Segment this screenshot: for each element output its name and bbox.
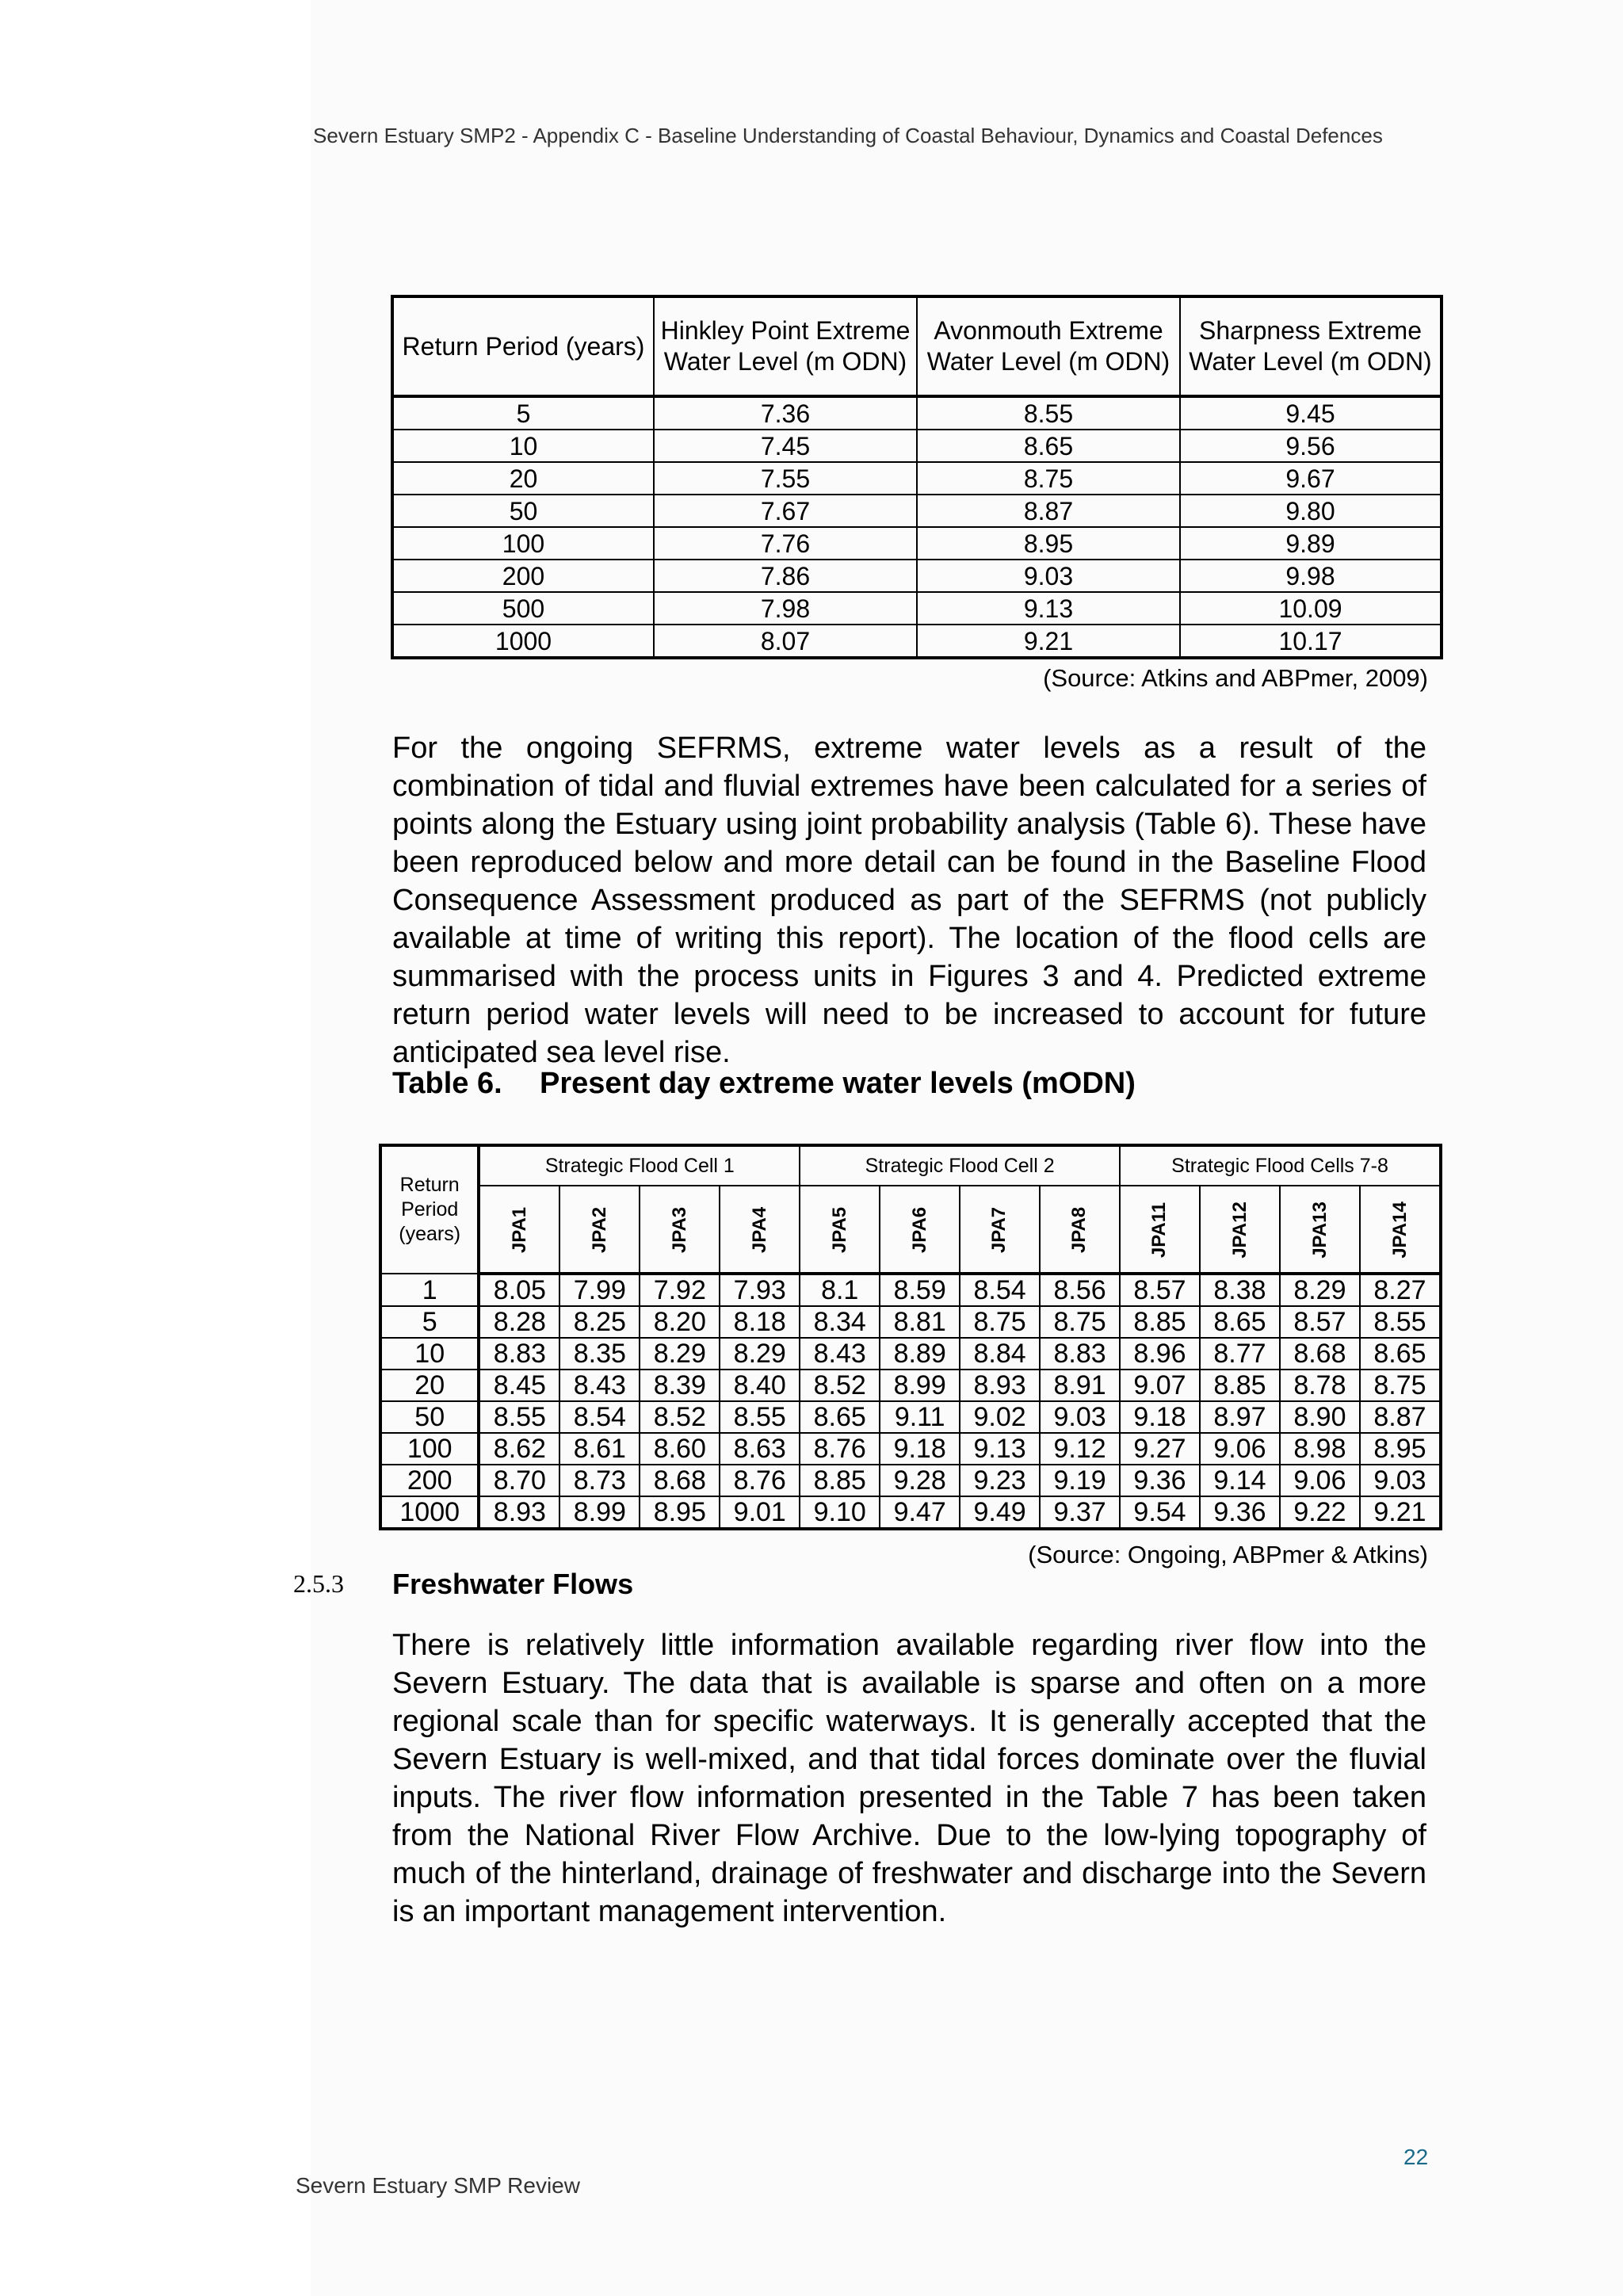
table6-column-label: JPA2	[588, 1206, 610, 1253]
table6-return-period-cell: 200	[380, 1465, 479, 1496]
table6-column-jpa4	[720, 1186, 800, 1274]
table1-value-cell: 7.98	[654, 592, 917, 625]
table1-value-cell: 9.89	[1180, 527, 1442, 560]
table6-column-label: JPA14	[1388, 1201, 1411, 1259]
table6-column-label: JPA5	[828, 1206, 850, 1253]
table6-column-label: JPA7	[988, 1206, 1010, 1253]
table6-value-cell: 9.36	[1200, 1496, 1280, 1529]
table6-value-cell: 8.28	[479, 1306, 559, 1338]
table1-return-period-cell: 500	[392, 592, 654, 625]
table6-value-cell: 8.89	[880, 1338, 960, 1370]
table6-value-cell: 8.85	[1200, 1370, 1280, 1401]
table1-value-cell: 9.45	[1180, 396, 1442, 430]
table6-value-cell: 8.98	[1280, 1433, 1360, 1465]
table1-row	[392, 625, 1442, 658]
table6-value-cell: 9.12	[1040, 1433, 1120, 1465]
table1-value-cell: 8.07	[654, 625, 917, 658]
table6-value-cell: 9.27	[1120, 1433, 1200, 1465]
table6-value-cell: 8.52	[800, 1370, 880, 1401]
table6-value-cell: 8.34	[800, 1306, 880, 1338]
table6-value-cell: 8.1	[800, 1274, 880, 1306]
table1-value-cell: 9.56	[1180, 430, 1442, 462]
table6-value-cell: 8.76	[720, 1465, 800, 1496]
table6-column-jpa14	[1360, 1186, 1441, 1274]
table6-value-cell: 8.60	[640, 1433, 720, 1465]
table6-column-jpa11	[1120, 1186, 1200, 1274]
table6-value-cell: 9.21	[1360, 1496, 1441, 1529]
table6-value-cell: 8.61	[559, 1433, 640, 1465]
table1-value-cell: 7.86	[654, 560, 917, 592]
section-number: 2.5.3	[293, 1569, 344, 1598]
table1-value-cell: 7.67	[654, 495, 917, 527]
table6-value-cell: 8.18	[720, 1306, 800, 1338]
table6-value-cell: 8.57	[1280, 1306, 1360, 1338]
table6-value-cell: 8.55	[1360, 1306, 1441, 1338]
table6-column-jpa5	[800, 1186, 880, 1274]
table1-value-cell: 8.55	[917, 396, 1180, 430]
table6-value-cell: 8.93	[960, 1370, 1040, 1401]
table6-caption-title: Present day extreme water levels (mODN)	[540, 1067, 1136, 1100]
table1-source: (Source: Atkins and ABPmer, 2009)	[1043, 664, 1428, 692]
table6-value-cell: 9.10	[800, 1496, 880, 1529]
table6-value-cell: 8.52	[640, 1401, 720, 1433]
table6-return-period-cell: 20	[380, 1370, 479, 1401]
table6-value-cell: 7.99	[559, 1274, 640, 1306]
table6-value-cell: 8.87	[1360, 1401, 1441, 1433]
table6-value-cell: 8.93	[479, 1496, 559, 1529]
section-title: Freshwater Flows	[392, 1568, 634, 1600]
table6-value-cell: 8.59	[880, 1274, 960, 1306]
table6-row	[380, 1496, 1441, 1529]
table6-value-cell: 8.83	[1040, 1338, 1120, 1370]
table6-header-return-period: Return Period (years)	[380, 1145, 479, 1274]
table1-value-cell: 7.45	[654, 430, 917, 462]
table6-return-period-cell: 50	[380, 1401, 479, 1433]
table6-value-cell: 8.40	[720, 1370, 800, 1401]
table6-value-cell: 9.47	[880, 1496, 960, 1529]
table6-value-cell: 8.73	[559, 1465, 640, 1496]
paragraph-sefrms: For the ongoing SEFRMS, extreme water levels as a result of the combination of tidal and fluvial extremes have been calculated for a series of points along the Estuary using joint probability analysis (Table 6). These have been reproduced below and more detail can be found in the Baseline Flood Consequence Assessment produced as part of the SEFRMS (not publicly available at time of writing this report). The location of the flood cells are summarised with the process units in Figures 3 and 4. Predicted extreme return period water levels will need to be increased to account for future anticipated sea level rise.	[392, 732, 1426, 1069]
page-number: 22	[1403, 2145, 1429, 2169]
table1-return-period-cell: 20	[392, 462, 654, 495]
table6-value-cell: 8.84	[960, 1338, 1040, 1370]
table1-return-period-cell: 10	[392, 430, 654, 462]
table1-value-cell: 10.17	[1180, 625, 1442, 658]
table6-value-cell: 9.19	[1040, 1465, 1120, 1496]
table6-value-cell: 8.70	[479, 1465, 559, 1496]
table6-value-cell: 8.81	[880, 1306, 960, 1338]
present-day-extreme-water-levels-table	[379, 1144, 1442, 1530]
table6-value-cell: 8.68	[1280, 1338, 1360, 1370]
table1-value-cell: 7.76	[654, 527, 917, 560]
table6-column-label: JPA1	[508, 1206, 530, 1253]
table6-value-cell: 8.20	[640, 1306, 720, 1338]
table6-value-cell: 8.57	[1120, 1274, 1200, 1306]
table6-value-cell: 8.91	[1040, 1370, 1120, 1401]
table6-group-flood-cells-7-8: Strategic Flood Cells 7-8	[1120, 1145, 1441, 1186]
table6-row	[380, 1401, 1441, 1433]
table6-value-cell: 8.39	[640, 1370, 720, 1401]
table6-value-cell: 8.75	[1360, 1370, 1441, 1401]
table6-value-cell: 8.43	[800, 1338, 880, 1370]
table6-column-jpa8	[1040, 1186, 1120, 1274]
table6-value-cell: 9.06	[1280, 1465, 1360, 1496]
table6-column-jpa12	[1200, 1186, 1280, 1274]
table6-column-jpa7	[960, 1186, 1040, 1274]
table6-value-cell: 8.38	[1200, 1274, 1280, 1306]
table6-value-cell: 8.56	[1040, 1274, 1120, 1306]
table6-value-cell: 8.05	[479, 1274, 559, 1306]
table1-value-cell: 8.65	[917, 430, 1180, 462]
table6-value-cell: 9.03	[1360, 1465, 1441, 1496]
running-header: Severn Estuary SMP2 - Appendix C - Baseline Understanding of Coastal Behaviour, Dynamics and Coastal Defences	[313, 124, 1383, 147]
extreme-water-level-table	[391, 295, 1443, 659]
table6-row	[380, 1465, 1441, 1496]
table6-value-cell: 9.22	[1280, 1496, 1360, 1529]
table6-value-cell: 9.37	[1040, 1496, 1120, 1529]
table6-value-cell: 8.45	[479, 1370, 559, 1401]
table6-return-period-cell: 1	[380, 1274, 479, 1306]
table6-value-cell: 8.78	[1280, 1370, 1360, 1401]
table6-value-cell: 9.06	[1200, 1433, 1280, 1465]
table1-value-cell: 9.67	[1180, 462, 1442, 495]
table6-value-cell: 9.13	[960, 1433, 1040, 1465]
table1-value-cell: 9.21	[917, 625, 1180, 658]
table6-value-cell: 8.85	[1120, 1306, 1200, 1338]
table6-column-jpa1	[479, 1186, 559, 1274]
table1-header-avonmouth: Avonmouth Extreme Water Level (m ODN)	[917, 296, 1180, 396]
table6-column-label: JPA12	[1228, 1201, 1251, 1259]
table1-value-cell: 7.36	[654, 396, 917, 430]
table6-value-cell: 9.18	[1120, 1401, 1200, 1433]
table6-value-cell: 9.02	[960, 1401, 1040, 1433]
table6-value-cell: 8.54	[559, 1401, 640, 1433]
table6-column-jpa3	[640, 1186, 720, 1274]
table6-value-cell: 8.54	[960, 1274, 1040, 1306]
table1-row	[392, 462, 1442, 495]
table6-value-cell: 8.90	[1280, 1401, 1360, 1433]
table6-caption-number: Table 6.	[392, 1067, 502, 1100]
table6-column-label: JPA6	[908, 1206, 930, 1253]
table6-value-cell: 9.54	[1120, 1496, 1200, 1529]
table6-value-cell: 8.77	[1200, 1338, 1280, 1370]
table6-value-cell: 8.83	[479, 1338, 559, 1370]
table6-value-cell: 8.96	[1120, 1338, 1200, 1370]
table1-value-cell: 8.95	[917, 527, 1180, 560]
table6-value-cell: 8.27	[1360, 1274, 1441, 1306]
table6-value-cell: 9.03	[1040, 1401, 1120, 1433]
table6-value-cell: 8.65	[800, 1401, 880, 1433]
table6-value-cell: 8.55	[720, 1401, 800, 1433]
table6-value-cell: 9.11	[880, 1401, 960, 1433]
table6-value-cell: 8.62	[479, 1433, 559, 1465]
table6-value-cell: 8.43	[559, 1370, 640, 1401]
table6-column-jpa13	[1280, 1186, 1360, 1274]
table6-value-cell: 9.36	[1120, 1465, 1200, 1496]
table1-row	[392, 396, 1442, 430]
table6-value-cell: 8.29	[640, 1338, 720, 1370]
table6-caption	[392, 1067, 1136, 1101]
table6-return-period-cell: 5	[380, 1306, 479, 1338]
table6-value-cell: 7.93	[720, 1274, 800, 1306]
table1-header-hinkley: Hinkley Point Extreme Water Level (m ODN)	[654, 296, 917, 396]
table1-row	[392, 495, 1442, 527]
table6-column-label: JPA13	[1308, 1201, 1331, 1259]
table6-value-cell: 7.92	[640, 1274, 720, 1306]
table6-value-cell: 8.95	[1360, 1433, 1441, 1465]
table6-row	[380, 1306, 1441, 1338]
table6-column-label: JPA11	[1148, 1201, 1170, 1258]
table6-value-cell: 8.65	[1360, 1338, 1441, 1370]
table1-value-cell: 9.98	[1180, 560, 1442, 592]
table1-return-period-cell: 100	[392, 527, 654, 560]
table6-return-period-cell: 10	[380, 1338, 479, 1370]
table6-value-cell: 8.95	[640, 1496, 720, 1529]
table6-value-cell: 8.75	[1040, 1306, 1120, 1338]
table6-value-cell: 9.14	[1200, 1465, 1280, 1496]
table1-row	[392, 527, 1442, 560]
table1-value-cell: 10.09	[1180, 592, 1442, 625]
table6-value-cell: 8.29	[1280, 1274, 1360, 1306]
table6-value-cell: 8.25	[559, 1306, 640, 1338]
table6-value-cell: 8.65	[1200, 1306, 1280, 1338]
table6-source: (Source: Ongoing, ABPmer & Atkins)	[1028, 1541, 1428, 1568]
table6-value-cell: 8.99	[880, 1370, 960, 1401]
table6-value-cell: 9.01	[720, 1496, 800, 1529]
table6-row	[380, 1433, 1441, 1465]
table6-column-label: JPA3	[668, 1206, 690, 1253]
table1-row	[392, 430, 1442, 462]
table6-group-flood-cell-1: Strategic Flood Cell 1	[479, 1145, 800, 1186]
table1-return-period-cell: 1000	[392, 625, 654, 658]
table6-value-cell: 9.28	[880, 1465, 960, 1496]
table1-row	[392, 560, 1442, 592]
table6-value-cell: 8.55	[479, 1401, 559, 1433]
table6-value-cell: 8.35	[559, 1338, 640, 1370]
table6-return-period-cell: 1000	[380, 1496, 479, 1529]
table6-value-cell: 8.85	[800, 1465, 880, 1496]
footer-text: Severn Estuary SMP Review	[296, 2173, 580, 2198]
table6-column-jpa6	[880, 1186, 960, 1274]
table1-row	[392, 592, 1442, 625]
table6-value-cell: 8.68	[640, 1465, 720, 1496]
table1-value-cell: 8.75	[917, 462, 1180, 495]
table1-header-return-period: Return Period (years)	[392, 296, 654, 396]
table6-value-cell: 8.99	[559, 1496, 640, 1529]
table6-row	[380, 1274, 1441, 1306]
table1-return-period-cell: 5	[392, 396, 654, 430]
table1-value-cell: 8.87	[917, 495, 1180, 527]
table6-value-cell: 9.07	[1120, 1370, 1200, 1401]
table6-value-cell: 8.76	[800, 1433, 880, 1465]
table6-column-label: JPA8	[1068, 1206, 1090, 1253]
table6-row	[380, 1338, 1441, 1370]
table6-value-cell: 8.97	[1200, 1401, 1280, 1433]
table1-return-period-cell: 50	[392, 495, 654, 527]
table6-value-cell: 8.63	[720, 1433, 800, 1465]
table1-value-cell: 9.13	[917, 592, 1180, 625]
table1-value-cell: 9.80	[1180, 495, 1442, 527]
table6-column-jpa2	[559, 1186, 640, 1274]
table6-return-period-cell: 100	[380, 1433, 479, 1465]
table1-return-period-cell: 200	[392, 560, 654, 592]
table6-value-cell: 9.23	[960, 1465, 1040, 1496]
table6-row	[380, 1370, 1441, 1401]
table6-value-cell: 8.29	[720, 1338, 800, 1370]
table6-column-label: JPA4	[748, 1206, 770, 1253]
table6-group-flood-cell-2: Strategic Flood Cell 2	[800, 1145, 1120, 1186]
table1-value-cell: 7.55	[654, 462, 917, 495]
table6-value-cell: 8.75	[960, 1306, 1040, 1338]
table6-value-cell: 9.49	[960, 1496, 1040, 1529]
paragraph-freshwater-flows: There is relatively little information available regarding river flow into the Severn Estuary. The data that is available is sparse and often on a more regional scale than for specific waterways. It is generally accepted that the Severn Estuary is well-mixed, and that tidal forces dominate over the fluvial inputs. The river flow information presented in the Table 7 has been taken from the National River Flow Archive. Due to the low-lying topography of much of the hinterland, drainage of freshwater and discharge into the Severn is an important management intervention.	[392, 1629, 1426, 1928]
table1-value-cell: 9.03	[917, 560, 1180, 592]
table1-header-sharpness: Sharpness Extreme Water Level (m ODN)	[1180, 296, 1442, 396]
table6-value-cell: 9.18	[880, 1433, 960, 1465]
